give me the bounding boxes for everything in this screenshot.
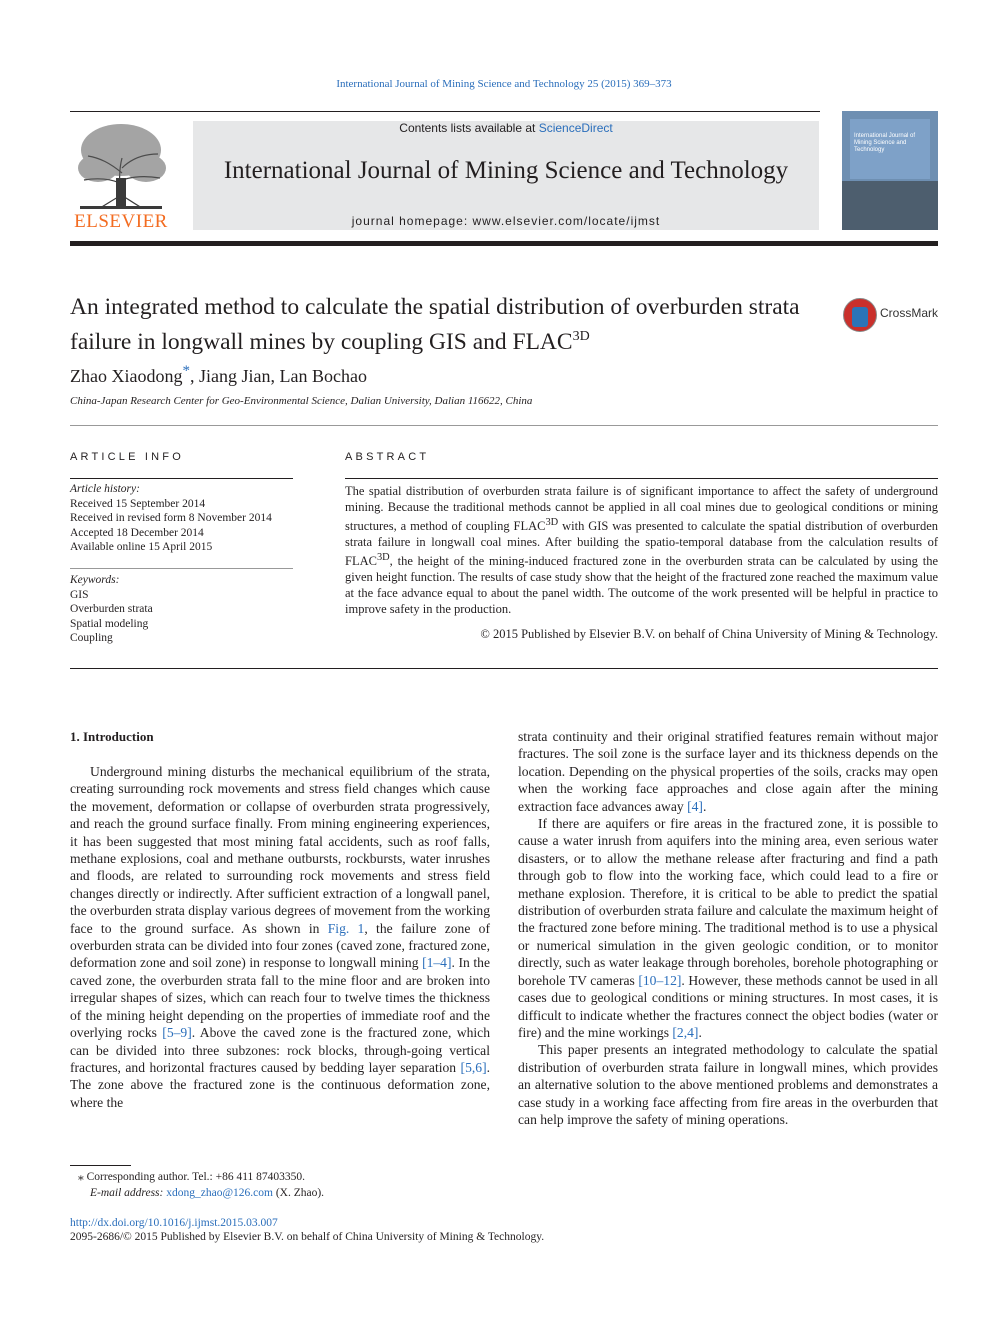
reference-link[interactable]: [1–4]	[422, 955, 452, 971]
reference-link[interactable]: [4]	[687, 798, 703, 814]
reference-link[interactable]: [2,4]	[672, 1024, 699, 1040]
crossmark-button[interactable]	[843, 296, 953, 336]
crossmark-icon-inner	[852, 307, 868, 327]
journal-citation-link[interactable]: International Journal of Mining Science and Technology 25 (2015) 369–373	[336, 78, 672, 90]
crossmark-icon	[843, 298, 877, 332]
paragraph	[518, 815, 938, 1041]
homepage-prefix: journal homepage:	[351, 214, 473, 228]
journal-homepage	[193, 214, 819, 228]
elsevier-wordmark: ELSEVIER	[74, 211, 168, 232]
figure-link[interactable]: Fig. 1	[327, 920, 365, 936]
email-suffix: (X. Zhao).	[272, 1186, 325, 1199]
journal-title: International Journal of Mining Science and Technology	[223, 157, 789, 184]
abstract-body	[345, 483, 938, 617]
text: . The zone above the fractured zone is the continuous deformation zone, where the	[70, 1059, 490, 1110]
history-item: Available online 15 April 2015	[70, 541, 213, 553]
history-item: Accepted 18 December 2014	[70, 526, 204, 539]
text: strata continuity and their original stratified features remain without major fractures. The soil zone is the surface layer and its thickness depends on the location. Depending on the physical properties of the soils, cracks may open when the working face approaches and close again after the mining extraction face advances away	[518, 729, 938, 814]
keyword: Coupling	[70, 632, 113, 644]
journal-cover-image	[842, 111, 938, 230]
article-info-heading: ARTICLE INFO	[70, 451, 184, 463]
article-title-superscript: 3D	[572, 329, 590, 344]
footnote-email	[70, 1186, 490, 1202]
text: . Above the caved zone is the fractured zone, which can be divided into three subzones: rock blocks, through-going vertical fractures, and horizontal fractures caused by bedding layer separation	[70, 1025, 490, 1075]
footnote-corresponding	[70, 1170, 490, 1186]
crossmark-label: CrossMark	[880, 306, 939, 320]
cover-text: International Journal of Mining Science and Technology	[854, 133, 916, 153]
divider	[70, 425, 938, 426]
body-column-left	[70, 763, 490, 1111]
divider	[70, 478, 293, 479]
header-top-rule	[70, 111, 820, 112]
corresponding-author-mark[interactable]: *	[182, 363, 190, 379]
text: . In the caved zone, the overburden strata fall to the mine floor and are broken into irregular shapes of sizes, which can reach four to twelve times the thickness of the mining height depending on the properties of immediate roof and the overlying rocks	[70, 955, 490, 1041]
history-item: Received 15 September 2014	[70, 497, 206, 510]
abstract-text: The spatial distribution of overburden strata failure is of significant importance to affect the safety of underground mining. Because the traditional methods cannot be applied in all coal mines due to geological conditions or mining structures, a method of coupling FLAC	[345, 484, 938, 534]
superscript: 3D	[376, 552, 390, 564]
header-thick-rule	[70, 241, 938, 246]
text: Underground mining disturbs the mechanical equilibrium of the strata, creating surrounding rock movements and stress field changes which cause the movement, deformation or collapse of overburden strata progressively, and reach the ground surface finally. From mining engineering experiences, it has been suggested that most mining fatal accidents, such as roof falls, methane explosions, coal and methane outbursts, rockbursts, water inrushes and floods, are related to surrounding rock movements and stress field changes directly or indirectly. After sufficient extraction of a longwall panel, the overburden strata display various degrees of movement from the working face to the ground surface. As shown in	[70, 764, 490, 936]
footnote-mark: ⁎	[78, 1171, 84, 1183]
sciencedirect-link[interactable]: ScienceDirect	[538, 121, 613, 135]
text: .	[702, 798, 707, 814]
reference-link[interactable]: [5–9]	[162, 1025, 192, 1041]
divider	[70, 568, 293, 569]
email-label: E-mail address:	[90, 1186, 167, 1199]
divider	[345, 478, 938, 479]
abstract-text: , the height of the mining-induced fractured zone in the overburden strata can be calculated by using the given height function. The results of case study show that the height of the fractured zone reached the maximum value at the face advance equal to about the panel width. The outcome of the work presented will be helpful in practice to improve safety in the production.	[345, 554, 938, 617]
article-title	[70, 292, 830, 357]
author-names-rest: , Jiang Jian, Lan Bochao	[189, 366, 367, 386]
divider	[70, 668, 938, 669]
superscript: 3D	[545, 517, 559, 528]
paragraph: This paper presents an integrated methodology to calculate the spatial distribution of overburden strata failure in longwall mines, which provides an alternative solution to the above mentioned problems and demonstrates a case study in a working face affecting from fire areas in the overburden that can help improve the safety of mining operations.	[518, 1042, 938, 1127]
article-title-text: An integrated method to calculate the spatial distribution of overburden strata failure in longwall mines by coupling GIS and FLAC	[70, 294, 800, 355]
footnotes	[70, 1170, 490, 1201]
keyword: Spatial modeling	[70, 617, 149, 630]
text: . However, these methods cannot be used in all cases due to geological conditions or mining structures. In most cases, it is difficult to indicate whether the fractures connect the object bodies (water or fire) and the mine workings	[518, 972, 938, 1040]
homepage-url-link[interactable]: www.elsevier.com/locate/ijmst	[472, 214, 661, 228]
author-name[interactable]: Zhao Xiaodong	[70, 366, 183, 386]
email-link[interactable]: xdong_zhao@126.com	[166, 1186, 273, 1199]
keywords-label: Keywords:	[70, 574, 120, 586]
paragraph	[70, 763, 490, 1111]
reference-link[interactable]: [5,6]	[460, 1059, 487, 1075]
reference-link[interactable]: [10–12]	[638, 972, 682, 988]
footnote-rule	[70, 1165, 131, 1166]
abstract-text: with GIS was presented to calculate the spatial distribution of overburden strata failure in longwall coal mines. After building the spatio-temporal database from the calculation results of FLAC	[345, 519, 938, 569]
keyword: Overburden strata	[70, 603, 153, 615]
keyword: GIS	[70, 588, 89, 601]
contents-prefix: Contents lists available at	[399, 121, 539, 135]
keywords	[70, 573, 293, 646]
text: .	[698, 1024, 702, 1040]
contents-line	[193, 121, 819, 135]
section-heading-introduction: 1. Introduction	[70, 729, 154, 744]
paragraph	[518, 728, 938, 815]
article-history	[70, 482, 293, 555]
abstract-copyright: © 2015 Published by Elsevier B.V. on behalf of China University of Mining & Technology.	[480, 627, 938, 641]
author-list	[70, 363, 367, 387]
cover-photo	[842, 181, 938, 230]
text: , the failure zone of overburden strata can be divided into four zones (caved zone, fractured zone, deformation zone and soil zone) in response to longwall mining	[70, 920, 490, 971]
doi-link[interactable]: http://dx.doi.org/10.1016/j.ijmst.2015.03.007	[70, 1217, 278, 1229]
history-item: Received in revised form 8 November 2014	[70, 512, 272, 524]
affiliation: China-Japan Research Center for Geo-Environmental Science, Dalian University, Dalian 116622, China	[70, 395, 533, 407]
issn-line: 2095-2686/© 2015 Published by Elsevier B.V. on behalf of China University of Mining & Technology.	[70, 1231, 545, 1243]
footnote-text: Corresponding author. Tel.: +86 411 87403350.	[86, 1171, 306, 1183]
body-column-right	[518, 728, 938, 1128]
abstract-heading: ABSTRACT	[345, 451, 430, 463]
text: If there are aquifers or fire areas in the fractured zone, it is possible to cause a water inrush from aquifers into the mining area, even serious water disasters, or to allow the methane release after fracturing and find a path through gob to flow into the working face, which could lead to a fire or methane explosion. Therefore, it is critical to be able to predict the spatial distribution of overburden strata failure and calculate the maximum height of the fractured zone before mining. The traditional method is to use a physical or numerical simulation in the given geologic condition, or to monitor directly, such as water leakage through boreholes, borehole photographing or borehole TV cameras	[518, 816, 938, 988]
history-label: Article history:	[70, 483, 140, 495]
